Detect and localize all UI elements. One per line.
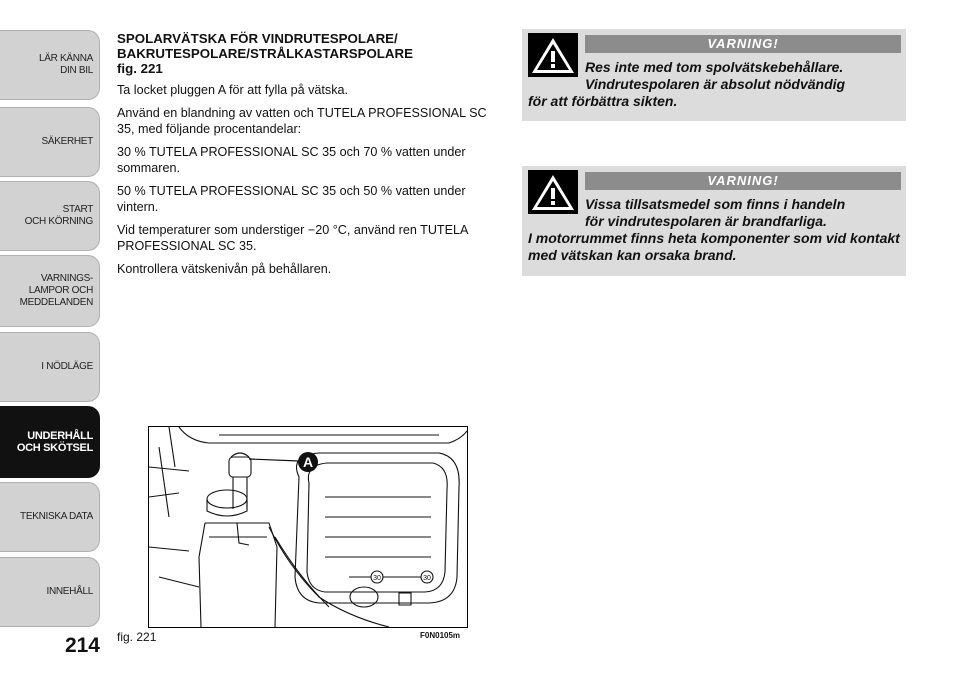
- page-number: 214: [64, 634, 100, 657]
- heading-figure-ref: fig. 221: [117, 61, 163, 76]
- tab-start-och-korning[interactable]: START OCH KÖRNING: [0, 181, 100, 251]
- paragraph: Vid temperaturer som understiger −20 °C, använd ren TUTELA PROFESSIONAL SC 35.: [117, 223, 468, 253]
- callout-line: [249, 459, 299, 461]
- figure-code: F0N0105m: [420, 631, 461, 640]
- tab-tekniska-data[interactable]: TEKNISKA DATA: [0, 482, 100, 552]
- figure-caption: fig. 221: [117, 630, 157, 644]
- warning-title-2: VARNING!: [585, 172, 901, 190]
- paragraph: Använd en blandning av vatten och TUTELA PROFESSIONAL SC 35, med följande procentandelar:: [117, 106, 487, 136]
- paragraph: Kontrollera vätskenivån på behållaren.: [117, 262, 332, 276]
- warning-2-line-2: för vindrutespolaren är brandfarliga.: [585, 213, 827, 229]
- warning-2-line-3: I motorrummet finns heta komponenter som vid kontakt med vätskan kan orsaka brand.: [528, 230, 900, 263]
- tab-sakerhet[interactable]: SÄKERHET: [0, 107, 100, 177]
- paragraph: 50 % TUTELA PROFESSIONAL SC 35 och 50 % vatten under vintern.: [117, 184, 466, 214]
- warning-1-line-2: Vindrutespolaren är absolut nödvändig: [585, 76, 846, 92]
- paragraph: 30 % TUTELA PROFESSIONAL SC 35 och 70 % vatten under sommaren.: [117, 145, 466, 175]
- engine-bay-figure: [148, 426, 468, 628]
- warning-title-1: VARNING!: [585, 35, 901, 53]
- callout-a-label: A: [302, 454, 314, 470]
- tab-lar-kanna-din-bil[interactable]: LÄR KÄNNA DIN BIL: [0, 30, 100, 100]
- heading-line-1: SPOLARVÄTSKA FÖR VINDRUTESPOLARE/: [117, 31, 398, 46]
- tab-innehall[interactable]: INNEHÅLL: [0, 557, 100, 627]
- warning-1-line-1: Res inte med tom spolvätskebehållare.: [585, 59, 844, 75]
- part-label-1: 30: [373, 575, 381, 582]
- warning-text-2: [528, 196, 900, 264]
- warning-2-line-1: Vissa tillsatsmedel som finns i handeln: [585, 196, 846, 212]
- part-label-2: 30: [423, 575, 431, 582]
- warning-text-1: [528, 59, 900, 110]
- tab-varningslampor[interactable]: VARNINGS- LAMPOR OCH MEDDELANDEN: [0, 255, 100, 327]
- heading-line-2: BAKRUTESPOLARE/STRÅLKASTARSPOLARE: [117, 46, 413, 61]
- tab-i-nodlage[interactable]: I NÖDLÄGE: [0, 332, 100, 402]
- paragraph: Ta locket pluggen A för att fylla på vätska.: [117, 83, 349, 97]
- main-column: [117, 31, 502, 284]
- warning-1-line-3: för att förbättra sikten.: [528, 93, 678, 109]
- section-heading: [117, 31, 502, 76]
- engine-bay-illustration: [149, 427, 467, 627]
- tab-underhall-och-skotsel[interactable]: UNDERHÅLL OCH SKÖTSEL: [0, 406, 100, 478]
